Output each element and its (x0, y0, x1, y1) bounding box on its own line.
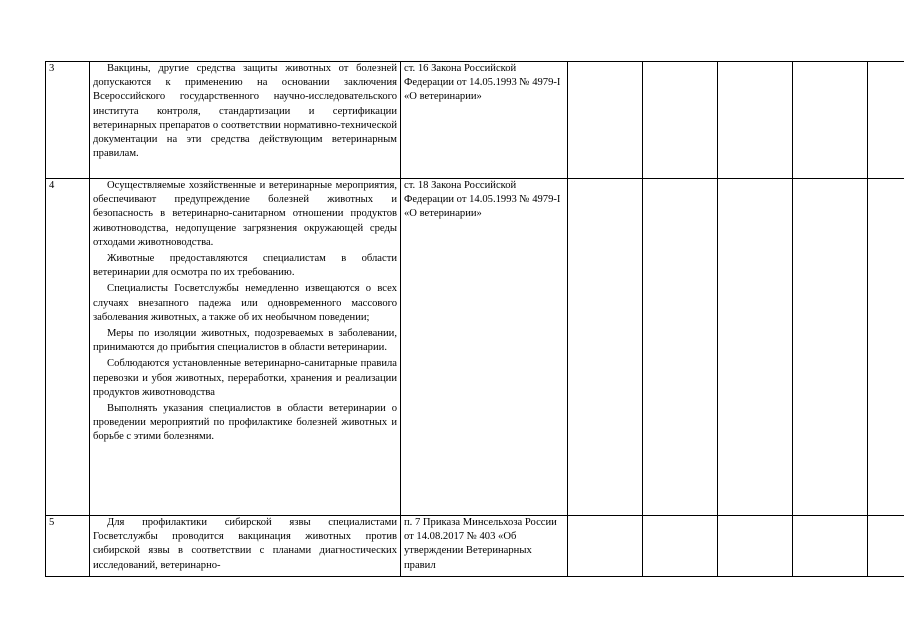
empty-cell (793, 62, 868, 179)
requirement-paragraph: Специалисты Госветслужбы немедленно извещаются о всех случаях внезапного падежа или одновременного массового заболевания животных, а также об их необычном поведении; (93, 283, 397, 323)
requirements-table (45, 61, 904, 577)
empty-cell (568, 516, 643, 577)
legal-reference-cell: ст. 18 Закона Российской Федерации от 14.05.1993 № 4979-I «О ветеринарии» (401, 179, 568, 516)
requirement-paragraph: Для профилактики сибирской язвы специалистами Госветслужбы проводится вакцинация животных против сибирской язвы в соответствии с планами диагностических исследований, ветеринарно- (93, 517, 397, 571)
empty-cell (643, 179, 718, 516)
legal-reference-cell: п. 7 Приказа Минсельхоза России от 14.08.2017 № 403 «Об утверждении Ветеринарных правил (401, 516, 568, 577)
empty-cell (793, 516, 868, 577)
requirement-paragraph: Вакцины, другие средства защиты животных от болезней допускаются к применению на основании заключения Всероссийского государственного научно-исследовательского института контроля, стандартизации и сертификации ветеринарных препаратов о соответствии нормативно-технической документации на эти средства действующим ветеринарным правилам. (93, 63, 397, 160)
empty-cell (793, 179, 868, 516)
requirement-paragraph: Животные предоставляются специалистам в области ветеринарии для осмотра по их требованию. (93, 253, 397, 279)
empty-cell (868, 179, 904, 516)
row-number: 3 (46, 62, 90, 179)
empty-cell (868, 516, 904, 577)
row-number: 5 (46, 516, 90, 577)
requirement-paragraph: Меры по изоляции животных, подозреваемых в заболевании, принимаются до прибытия специалистов в области ветеринарии. (93, 328, 397, 354)
empty-cell (718, 179, 793, 516)
legal-reference-cell: ст. 16 Закона Российской Федерации от 14.05.1993 № 4979-I «О ветеринарии» (401, 62, 568, 179)
table-row (46, 62, 904, 179)
requirement-paragraph: Выполнять указания специалистов в области ветеринарии о проведении мероприятий по профилактике болезней животных и борьбе с этими болезнями. (93, 403, 397, 443)
empty-cell (718, 62, 793, 179)
empty-cell (718, 516, 793, 577)
requirement-paragraph: Осуществляемые хозяйственные и ветеринарные мероприятия, обеспечивают предупреждение болезней животных и безопасность в ветеринарно-санитарном отношении продуктов животноводства, недопущение загрязнения окружающей среды отходами животноводства. (93, 180, 397, 248)
requirement-cell (90, 62, 401, 179)
empty-cell (643, 516, 718, 577)
row-number: 4 (46, 179, 90, 516)
table-row (46, 516, 904, 577)
requirement-cell (90, 179, 401, 516)
requirement-paragraph: Соблюдаются установленные ветеринарно-санитарные правила перевозки и убоя животных, переработки, хранения и реализации продуктов животноводства (93, 358, 397, 398)
empty-cell (568, 62, 643, 179)
requirement-cell (90, 516, 401, 577)
table-row (46, 179, 904, 516)
empty-cell (868, 62, 904, 179)
empty-cell (643, 62, 718, 179)
empty-cell (568, 179, 643, 516)
